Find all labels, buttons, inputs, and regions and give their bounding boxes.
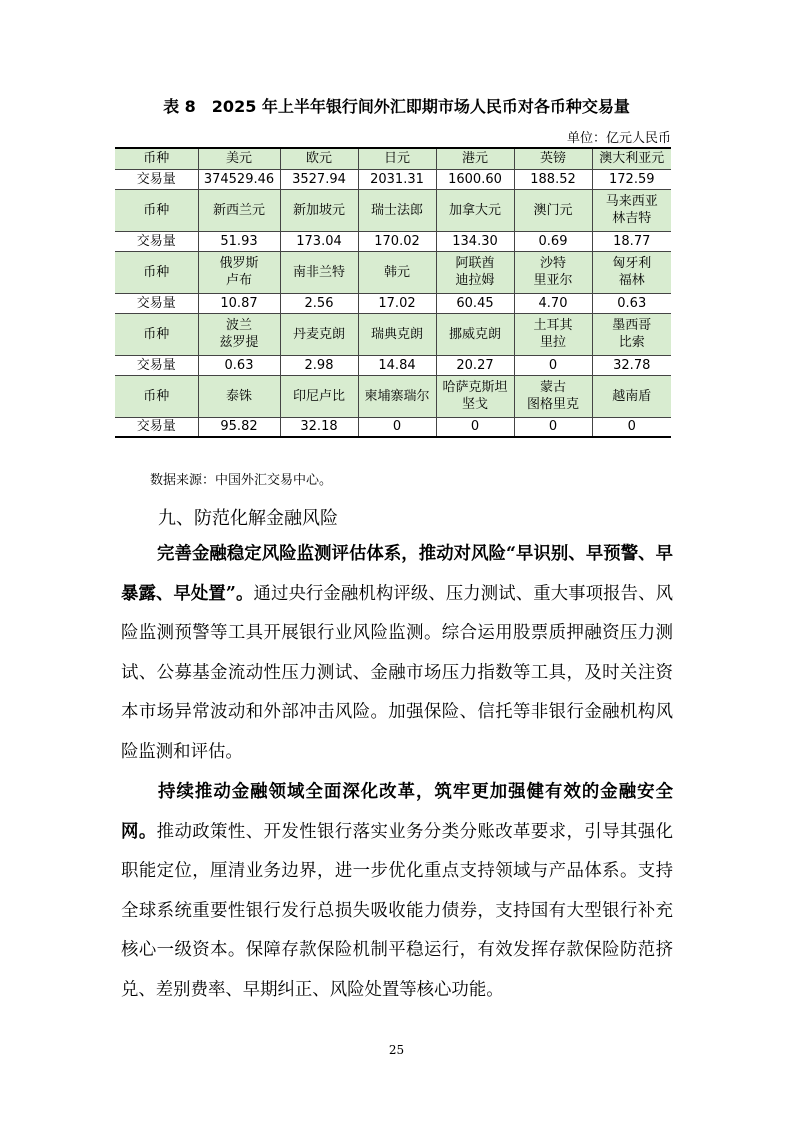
- currency-name: 新加坡元: [280, 189, 358, 231]
- currency-name: 港元: [436, 148, 514, 169]
- volume-value: 32.78: [592, 355, 671, 375]
- currency-name: 沙特 里亚尔: [514, 251, 592, 293]
- volume-value: 2.98: [280, 355, 358, 375]
- volume-value: 10.87: [198, 293, 280, 313]
- currency-row: [115, 189, 671, 231]
- paragraph-1-body: 通过央行金融机构评级、压力测试、重大事项报告、风险监测预警等工具开展银行业风险监测。综合运用股票质押融资压力测试、公募基金流动性压力测试、金融市场压力指数等工具，及时关注资本市场异常波动和外部冲击风险。加强保险、信托等非银行金融机构风险监测和评估。: [121, 583, 673, 762]
- row-label: 交易量: [115, 355, 198, 375]
- volume-value: 51.93: [198, 231, 280, 251]
- data-source: 数据来源：中国外汇交易中心。: [150, 473, 333, 488]
- volume-value: 95.82: [198, 417, 280, 437]
- currency-name: 俄罗斯 卢布: [198, 251, 280, 293]
- volume-value: 173.04: [280, 231, 358, 251]
- volume-value: 2.56: [280, 293, 358, 313]
- row-label: 交易量: [115, 293, 198, 313]
- volume-value: 20.27: [436, 355, 514, 375]
- volume-value: 60.45: [436, 293, 514, 313]
- section-heading: 九、防范化解金融风险: [158, 508, 338, 529]
- currency-name: 柬埔寨瑞尔: [358, 375, 436, 417]
- volume-value: 1600.60: [436, 169, 514, 189]
- paragraph-2-body: 推动政策性、开发性银行落实业务分类分账改革要求，引导其强化职能定位，厘清业务边界，进一步优化重点支持领域与产品体系。支持全球系统重要性银行发行总损失吸收能力债券，支持国有大型银行补充核心一级资本。保障存款保险机制平稳运行，有效发挥存款保险防范挤兑、差别费率、早期纠正、风险处置等核心功能。: [121, 821, 673, 1000]
- volume-row: [115, 355, 671, 375]
- row-label: 币种: [115, 189, 198, 231]
- currency-name: 印尼卢比: [280, 375, 358, 417]
- currency-row: [115, 313, 671, 355]
- volume-value: 188.52: [514, 169, 592, 189]
- volume-value: 3527.94: [280, 169, 358, 189]
- volume-value: 0.63: [198, 355, 280, 375]
- currency-name: 瑞典克朗: [358, 313, 436, 355]
- volume-value: 18.77: [592, 231, 671, 251]
- currency-name: 蒙古 图格里克: [514, 375, 592, 417]
- currency-name: 加拿大元: [436, 189, 514, 231]
- row-label: 交易量: [115, 231, 198, 251]
- paragraph-2-lead: 持续推动金融领域全面深化改革，筑牢更加强健有效的金融安全网。: [121, 782, 673, 842]
- paragraph-1: [121, 535, 673, 772]
- currency-name: 土耳其 里拉: [514, 313, 592, 355]
- currency-name: 丹麦克朗: [280, 313, 358, 355]
- currency-name: 瑞士法郎: [358, 189, 436, 231]
- volume-value: 172.59: [592, 169, 671, 189]
- currency-name: 日元: [358, 148, 436, 169]
- currency-name: 澳大利亚元: [592, 148, 671, 169]
- volume-row: [115, 293, 671, 313]
- volume-value: 0: [514, 417, 592, 437]
- volume-value: 4.70: [514, 293, 592, 313]
- page-number: 25: [388, 1043, 405, 1057]
- currency-row: [115, 251, 671, 293]
- volume-value: 0.69: [514, 231, 592, 251]
- currency-name: 马来西亚 林吉特: [592, 189, 671, 231]
- currency-name: 哈萨克斯坦 坚戈: [436, 375, 514, 417]
- paragraph-1-lead: 完善金融稳定风险监测评估体系，推动对风险“早识别、早预警、早暴露、早处置”。: [121, 544, 673, 604]
- volume-value: 0.63: [592, 293, 671, 313]
- currency-name: 英镑: [514, 148, 592, 169]
- currency-name: 欧元: [280, 148, 358, 169]
- currency-name: 韩元: [358, 251, 436, 293]
- paragraph-2: [121, 773, 673, 1010]
- currency-name: 挪威克朗: [436, 313, 514, 355]
- volume-value: 14.84: [358, 355, 436, 375]
- volume-value: 170.02: [358, 231, 436, 251]
- currency-name: 阿联酋 迪拉姆: [436, 251, 514, 293]
- row-label: 币种: [115, 251, 198, 293]
- row-label: 币种: [115, 375, 198, 417]
- row-label: 币种: [115, 148, 198, 169]
- volume-value: 0: [592, 417, 671, 437]
- volume-value: 32.18: [280, 417, 358, 437]
- currency-name: 墨西哥 比索: [592, 313, 671, 355]
- currency-row: [115, 375, 671, 417]
- currency-name: 越南盾: [592, 375, 671, 417]
- currency-name: 美元: [198, 148, 280, 169]
- volume-value: 0: [358, 417, 436, 437]
- currency-name: 澳门元: [514, 189, 592, 231]
- table-caption: 表 8 2025 年上半年银行间外汇即期市场人民币对各币种交易量: [163, 97, 630, 116]
- volume-value: 0: [436, 417, 514, 437]
- currency-name: 新西兰元: [198, 189, 280, 231]
- currency-row: [115, 148, 671, 169]
- volume-row: [115, 417, 671, 437]
- currency-name: 泰铢: [198, 375, 280, 417]
- volume-value: 0: [514, 355, 592, 375]
- row-label: 币种: [115, 313, 198, 355]
- volume-value: 374529.46: [198, 169, 280, 189]
- table-unit: 单位：亿元人民币: [566, 131, 671, 146]
- currency-name: 波兰 兹罗提: [198, 313, 280, 355]
- row-label: 交易量: [115, 417, 198, 437]
- currency-name: 匈牙利 福林: [592, 251, 671, 293]
- volume-value: 17.02: [358, 293, 436, 313]
- currency-name: 南非兰特: [280, 251, 358, 293]
- volume-row: [115, 169, 671, 189]
- volume-value: 2031.31: [358, 169, 436, 189]
- row-label: 交易量: [115, 169, 198, 189]
- currency-volume-table: [115, 147, 671, 438]
- volume-value: 134.30: [436, 231, 514, 251]
- volume-row: [115, 231, 671, 251]
